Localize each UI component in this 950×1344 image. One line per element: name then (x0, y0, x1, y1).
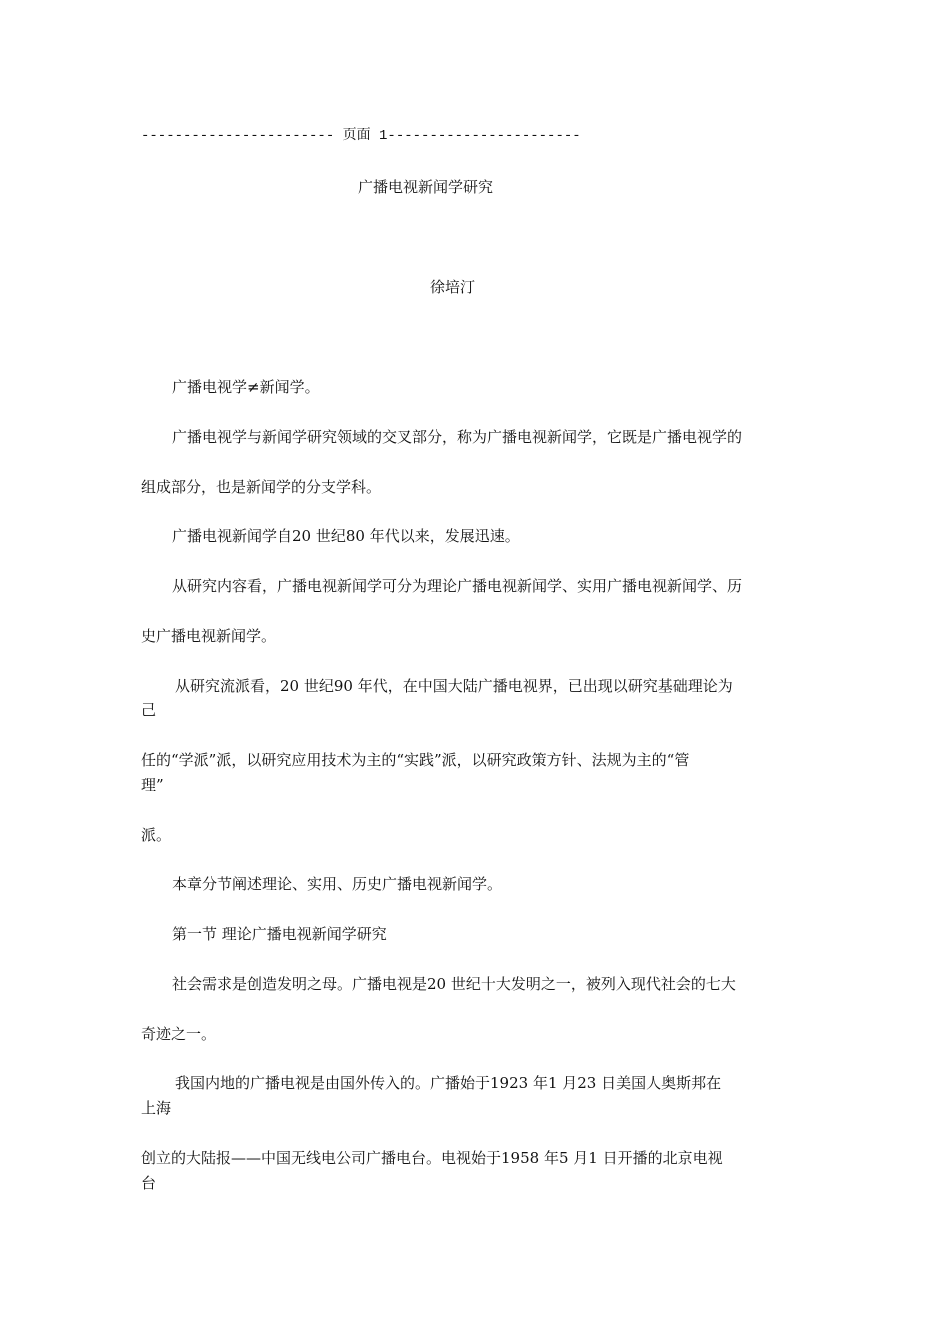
paragraph-line: 组成部分，也是新闻学的分支学科。 (141, 478, 382, 496)
paragraph-line: 广播电视学≠新闻学。 (172, 378, 320, 396)
paragraph-line: 社会需求是创造发明之母。广播电视是20 世纪十大发明之一，被列入现代社会的七大 (172, 975, 736, 993)
paragraph-line: 史广播电视新闻学。 (141, 627, 277, 645)
paragraph-line: 理” (141, 776, 164, 794)
paragraph-line: 本章分节阐述理论、实用、历史广播电视新闻学。 (172, 875, 503, 893)
document-title: 广播电视新闻学研究 (358, 178, 494, 196)
paragraph-line: 派。 (141, 826, 172, 844)
paragraph-line: 奇迹之一。 (141, 1025, 217, 1043)
paragraph-line: 创立的大陆报——中国无线电公司广播电台。电视始于1958 年5 月1 日开播的北京电视 (141, 1149, 723, 1167)
paragraph-line: 广播电视学与新闻学研究领域的交叉部分，称为广播电视新闻学，它既是广播电视学的 (172, 428, 743, 446)
paragraph-line: 台 (141, 1174, 157, 1192)
paragraph-line: 我国内地的广播电视是由国外传入的。广播始于1923 年1 月23 日美国人奥斯邦在 (175, 1074, 722, 1092)
paragraph-line: 己 (141, 701, 157, 719)
paragraph-line: 广播电视新闻学自20 世纪80 年代以来，发展迅速。 (172, 527, 520, 545)
paragraph-line: 从研究流派看，20 世纪90 年代，在中国大陆广播电视界，已出现以研究基础理论为 (175, 677, 733, 695)
paragraph-line: 任的“学派”派，以研究应用技术为主的“实践”派，以研究政策方针、法规为主的“管 (141, 751, 690, 769)
paragraph-line: 上海 (141, 1099, 172, 1117)
section-heading: 第一节 理论广播电视新闻学研究 (172, 925, 387, 943)
paragraph-line: 从研究内容看，广播电视新闻学可分为理论广播电视新闻学、实用广播电视新闻学、历 (172, 577, 743, 595)
document-author: 徐培汀 (430, 278, 476, 296)
page-header-separator: ----------------------- 页面 1----------------------- (141, 128, 581, 144)
